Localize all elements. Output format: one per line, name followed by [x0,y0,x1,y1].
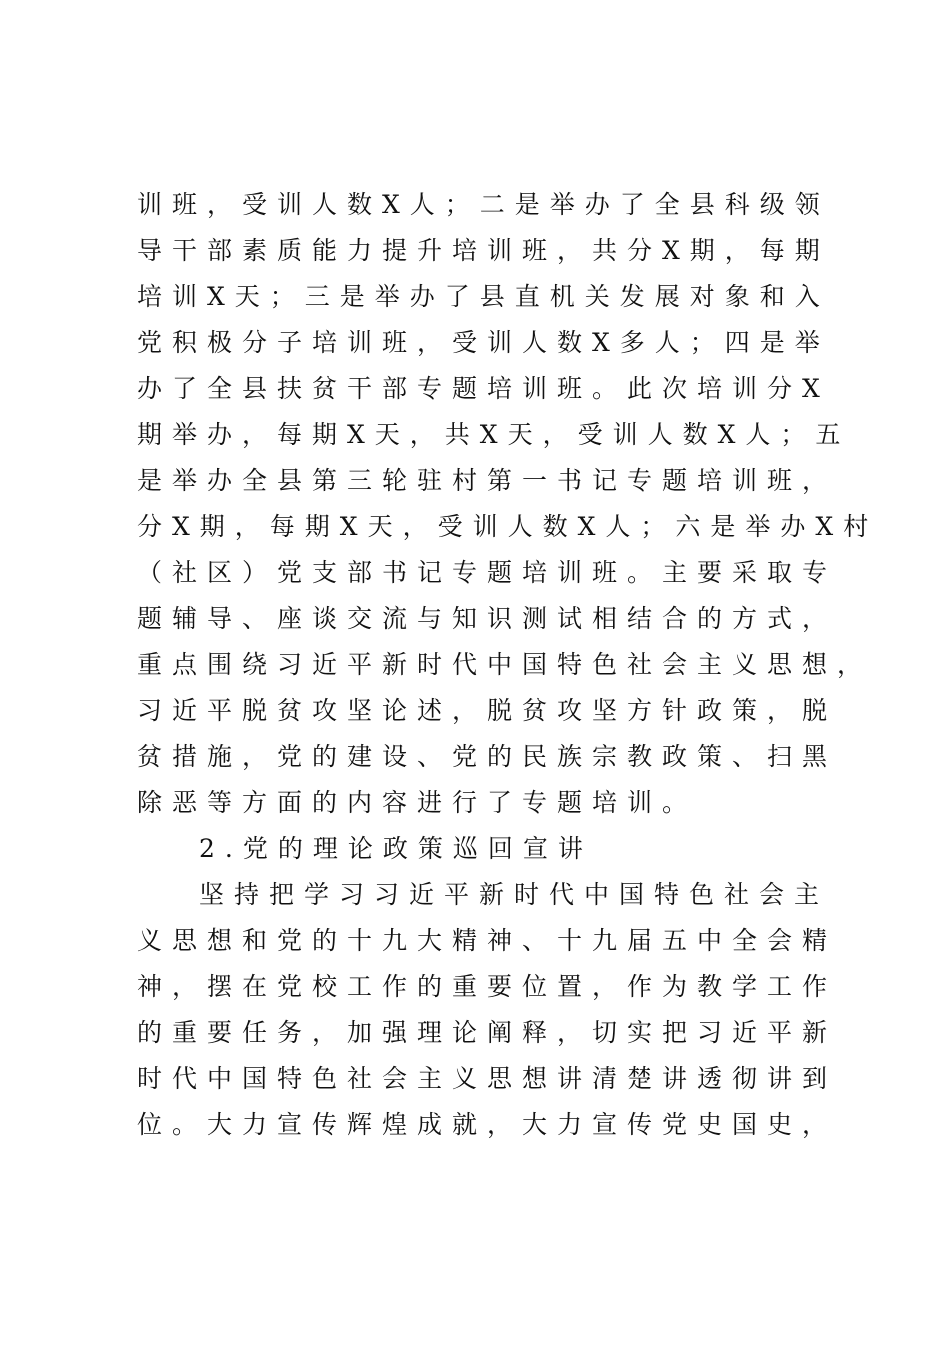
text-line: 重点围绕习近平新时代中国特色社会主义思想， [137,650,873,679]
text-line: （社区）党支部书记专题培训班。主要采取专 [137,558,838,587]
text-line: 是举办全县第三轮驻村第一书记专题培训班， [137,466,838,495]
text-line: 培训X天；三是举办了县直机关发展对象和入 [137,282,830,311]
text-line: 办了全县扶贫干部专题培训班。此次培训分X [137,374,830,403]
text-line: 导干部素质能力提升培训班，共分X期，每期 [137,236,830,265]
text-line: 分X期，每期X天，受训人数X人；六是举办X村 [137,512,879,541]
body-text [137,182,879,1148]
text-line: 习近平脱贫攻坚论述，脱贫攻坚方针政策，脱 [137,696,838,725]
text-line: 位。大力宣传辉煌成就，大力宣传党史国史， [137,1110,838,1139]
text-line: 除恶等方面的内容进行了专题培训。 [137,788,698,817]
text-line: 题辅导、座谈交流与知识测试相结合的方式， [137,604,838,633]
text-line: 贫措施，党的建设、党的民族宗教政策、扫黑 [137,742,838,771]
text-line: 期举办，每期X天，共X天，受训人数X人；五 [137,420,851,449]
text-line: 神，摆在党校工作的重要位置，作为教学工作 [137,972,838,1001]
text-line: 党积极分子培训班，受训人数X多人；四是举 [137,328,830,357]
paragraph-first-line: 坚持把学习习近平新时代中国特色社会主 [199,880,830,909]
text-line: 时代中国特色社会主义思想讲清楚讲透彻讲到 [137,1064,838,1093]
text-line: 训班，受训人数X人；二是举办了全县科级领 [137,190,830,219]
section-heading: 2.党的理论政策巡回宣讲 [199,834,593,863]
text-line: 的重要任务，加强理论阐释，切实把习近平新 [137,1018,838,1047]
text-line: 义思想和党的十九大精神、十九届五中全会精 [137,926,838,955]
